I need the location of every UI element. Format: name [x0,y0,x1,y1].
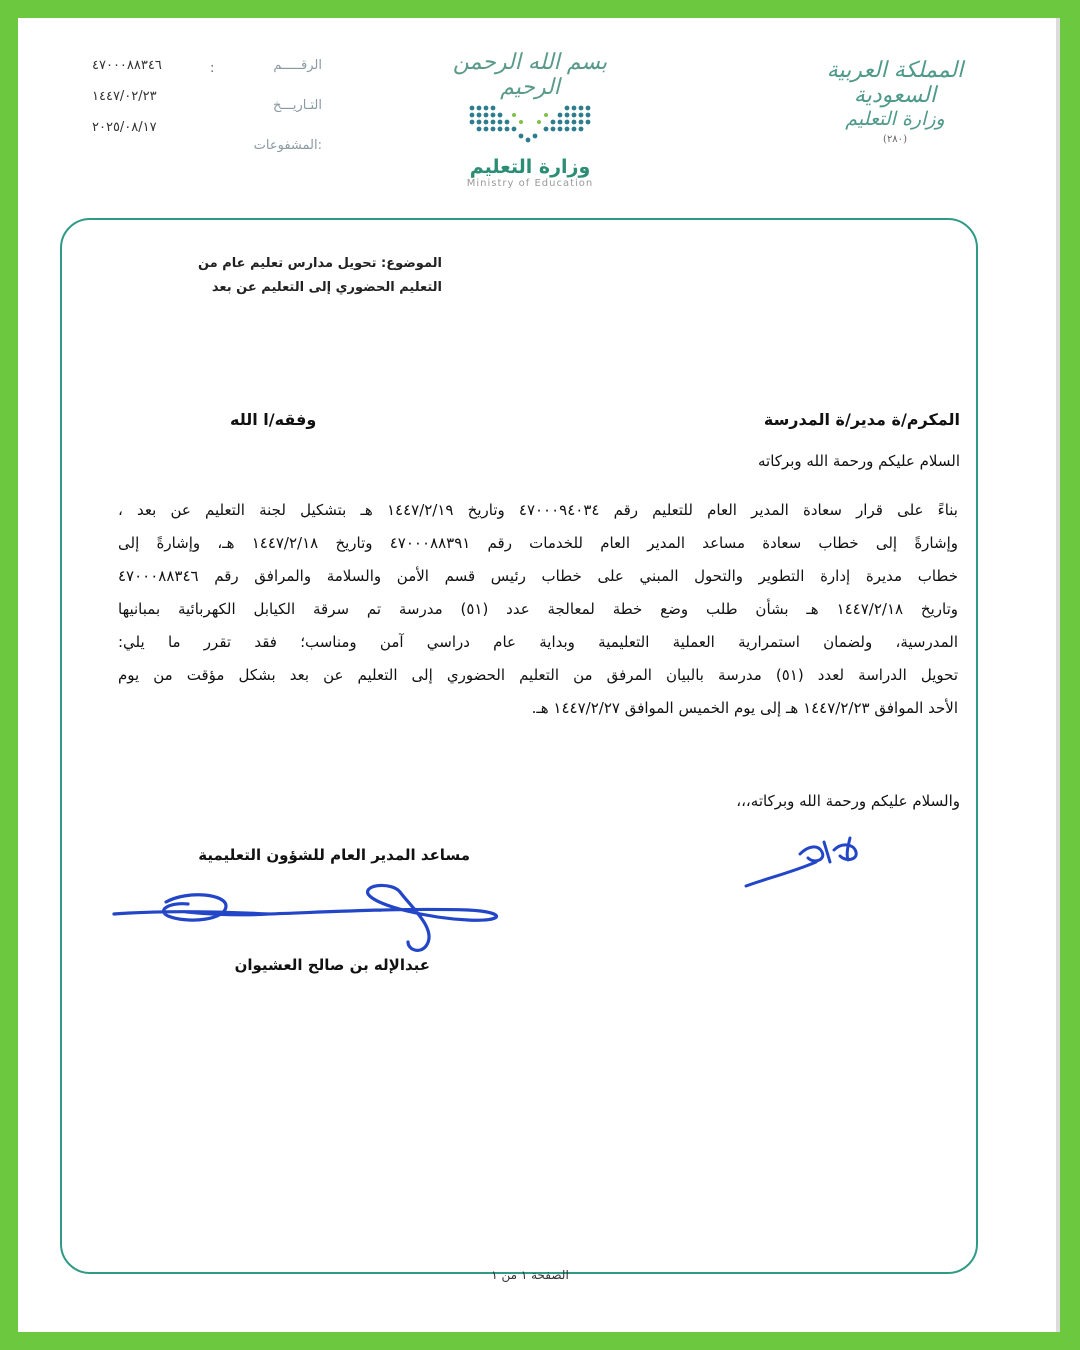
body-line: بناءً على قرار سعادة المدير العام للتعليم رقم ٤٧٠٠٠٩٤٠٣٤ وتاريخ ١٤٤٧/٢/١٩ هـ بتشكيل لجنة التعليم عن بعد ، [118,501,958,519]
body-line: خطاب مديرة إدارة التطوير والتحول المبني على خطاب رئيس قسم الأمن والسلامة والمرافق رقم ٤٧٠٠٠٨٨٣٤٦ [118,567,958,585]
body-line: تحويل الدراسة لعدد (٥١) مدرسة بالبيان المرفق من التعليم الحضوري إلى التعليم عن بعد بشكل مؤقت من يوم [118,666,958,684]
reference-values [92,58,215,151]
recipient-wish: وفقه/ا الله [230,410,317,429]
date-label: التـاريـــخ [273,98,322,113]
subject-line-2: التعليم الحضوري إلى التعليم عن بعد [211,280,442,295]
recipient-row [230,410,960,438]
kingdom-code: (٢٨٠) [883,134,907,145]
kingdom-name: المملكة العربية السعودية [826,58,964,108]
kingdom-ministry: وزارة التعليم [845,108,945,130]
subject-block [172,252,442,300]
closing: والسلام عليكم ورحمة الله وبركاته،،، [736,792,960,810]
ministry-logo [440,50,620,189]
basmala: بسم الله الرحمن الرحيم [452,50,608,100]
signer-name: عبدالإله بن صالح العشيوان [234,956,430,974]
letter-body [118,494,958,725]
recipient: المكرم/ة مدير/ة المدرسة [763,410,960,429]
initials-signature-icon [738,828,868,898]
body-line: وإشارةً إلى خطاب سعادة مساعد المدير العام للخدمات رقم ٤٧٠٠٠٨٨٣٩١ وتاريخ ١٤٤٧/٢/١٨ هـ، وإشارةً إلى [118,534,958,552]
kingdom-header [790,58,1000,145]
reference-number: ٤٧٠٠٠٨٨٣٤٦ [92,58,162,73]
reference-labels [232,58,322,178]
number-label: الرقـــــم [273,58,322,73]
salutation: السلام عليكم ورحمة الله وبركاته [758,452,960,470]
attachments-label: المشفوعات: [253,138,322,153]
content-frame [60,218,978,1274]
body-line: المدرسية، ولضمان استمرارية العملية التعليمية وبداية عام دراسي آمن ومناسب؛ فقد تقرر ما يلي: [118,633,958,651]
subject-line-1: الموضوع: تحويل مدارس تعليم عام من [197,256,442,271]
body-line: وتاريخ ١٤٤٧/٢/١٨ هـ بشأن طلب وضع خطة لمعالجة عدد (٥١) مدرسة تم سرقة الكيابل الكهربائية بمبانيها [118,600,959,618]
signer-title: مساعد المدير العام للشؤون التعليمية [198,846,470,864]
hijri-date: ١٤٤٧/٠٢/٢٣ [92,89,157,104]
ministry-emblem-icon [460,100,600,148]
body-line: الأحد الموافق ١٤٤٧/٢/٢٣ هـ إلى يوم الخميس الموافق ١٤٤٧/٢/٢٧ هـ. [531,699,958,717]
ministry-name-arabic: وزارة التعليم [469,156,591,178]
colon-mark: : [210,61,215,76]
gregorian-date: ٢٠٢٥/٠٨/١٧ [92,120,157,135]
page-number: الصفحة ١ من ١ [491,1268,569,1282]
ministry-name-english: Ministry of Education [466,178,594,189]
